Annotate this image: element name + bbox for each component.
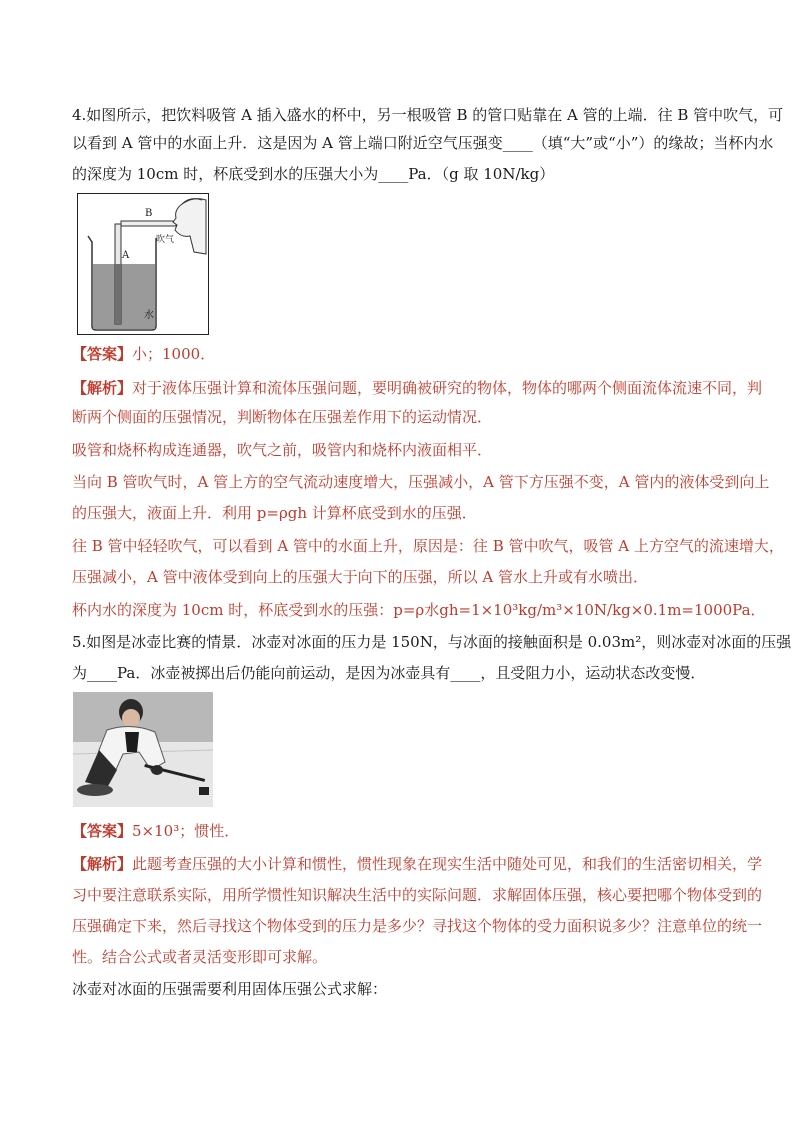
q4-analysis-line-3: 吸管和烧杯构成连通器，吹气之前，吸管内和烧杯内液面相平． (72, 441, 493, 459)
label-b: B (145, 208, 153, 219)
label-blow: 吹气 (156, 235, 175, 245)
analysis-text: 对于液体压强计算和流体压强问题，要明确被研究的物体，物体的哪两个侧面流体流速不同，判 (132, 379, 763, 397)
q4-analysis-line-4: 当向 B 管吹气时，A 管上方的空气流动速度增大，压强减小，A 管下方压强不变，A 管内的液体受到向上 (72, 473, 770, 491)
analysis-tag: 【解析】 (72, 855, 133, 873)
q4-analysis-line-2: 断两个侧面的压强情况，判断物体在压强差作用下的运动情况． (72, 408, 493, 426)
answer-text: 小；1000． (132, 345, 216, 363)
q5-analysis-line-5: 冰壶对冰面的压强需要利用固体压强公式求解： (72, 980, 388, 998)
q5-text-line-1: 5.如图是冰壶比赛的情景．冰壶对冰面的压力是 150N，与冰面的接触面积是 0.03m²，则冰壶对冰面的压强 (72, 633, 792, 651)
analysis-text: 此题考查压强的大小计算和惯性，惯性现象在现实生活中随处可见，和我们的生活密切相关，学 (132, 855, 763, 873)
curling-illustration (73, 692, 213, 807)
q5-analysis-line-3: 压强确定下来，然后寻找这个物体受到的压力是多少？寻找这个物体的受力面积说多少？注意单位的统一 (72, 917, 763, 935)
beaker-straw-illustration (78, 194, 208, 334)
beaker-straw-figure (77, 193, 209, 335)
q4-text-line-3: 的深度为 10cm 时，杯底受到水的压强大小为____Pa．（g 取 10N/kg） (72, 165, 555, 183)
q4-analysis-line-7: 压强减小，A 管中液体受到向上的压强大于向下的压强，所以 A 管水上升或有水喷出． (72, 568, 648, 586)
q5-analysis-line-1 (72, 853, 762, 875)
curling-photo (73, 692, 213, 807)
q4-analysis-line-1 (72, 377, 762, 399)
answer-tag: 【答案】 (72, 345, 133, 363)
q4-analysis-line-8: 杯内水的深度为 10cm 时，杯底受到水的压强：p=ρ水gh=1×10³kg/m³×10N/kg×0.1m=1000Pa． (72, 601, 766, 619)
analysis-tag: 【解析】 (72, 379, 133, 397)
q5-analysis-line-4: 性。结合公式或者灵活变形即可求解。 (72, 948, 328, 966)
q5-text-line-2: 为____Pa．冰壶被掷出后仍能向前运动，是因为冰壶具有____，且受阻力小，运动状态改变慢． (72, 664, 706, 682)
q4-analysis-line-5: 的压强大，液面上升．利用 p=ρgh 计算杯底受到水的压强． (72, 504, 477, 522)
label-a: A (122, 250, 130, 261)
q5-answer (72, 820, 239, 842)
answer-tag: 【答案】 (72, 822, 133, 840)
label-water: 水 (144, 310, 154, 321)
q4-answer (72, 343, 215, 365)
q5-analysis-line-2: 习中要注意联系实际，用所学惯性知识解决生活中的实际问题．求解固体压强，核心要把哪个物体受到的 (72, 886, 763, 904)
q4-text-line-1: 4.如图所示，把饮料吸管 A 插入盛水的杯中，另一根吸管 B 的管口贴靠在 A 管的上端．往 B 管中吹气，可 (72, 106, 784, 124)
q4-analysis-line-6: 往 B 管中轻轻吹气，可以看到 A 管中的水面上升，原因是：往 B 管中吹气，吸管 A 上方空气的流速增大， (72, 537, 784, 555)
answer-text: 5×10³；惯性． (132, 822, 240, 840)
q4-text-line-2: 以看到 A 管中的水面上升．这是因为 A 管上端口附近空气压强变____（填“大”或“小”）的缘故；当杯内水 (72, 134, 774, 152)
